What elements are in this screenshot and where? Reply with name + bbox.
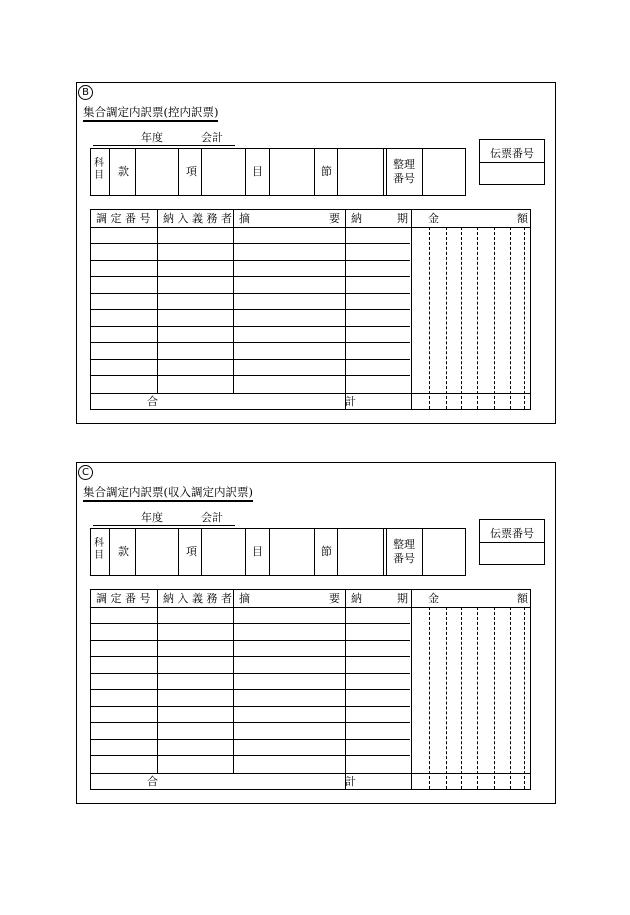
kou-label: 項	[186, 165, 197, 178]
year-label: 年度	[141, 131, 163, 144]
column-header-tekiyo-left: 摘	[239, 592, 250, 605]
column-header-noki-left: 納	[351, 212, 362, 225]
setsu-label: 節	[321, 545, 332, 558]
kamoku-label: 科目	[94, 538, 104, 561]
column-header-chotei-bangou: 調 定 番 号	[96, 212, 151, 225]
year-account-line	[93, 131, 235, 146]
kamoku-label: 科目	[94, 158, 104, 181]
column-header-kingaku-right: 額	[517, 592, 528, 605]
column-header-kingaku-left: 金	[428, 592, 439, 605]
setsu-label: 節	[321, 165, 332, 178]
slip-number-label: 伝票番号	[490, 527, 534, 540]
column-header-tekiyo-left: 摘	[239, 212, 250, 225]
total-label-right: 計	[345, 775, 356, 788]
total-label-right: 計	[345, 395, 356, 408]
form-c	[76, 462, 556, 804]
kou-label: 項	[186, 545, 197, 558]
column-header-kingaku-right: 額	[517, 212, 528, 225]
account-label: 会計	[201, 511, 223, 524]
form-title: 集合調定内訳票(控内訳票)	[83, 105, 218, 122]
column-header-tekiyo-right: 要	[329, 592, 340, 605]
year-account-line	[93, 511, 235, 526]
form-b	[76, 82, 556, 424]
column-header-chotei-bangou: 調 定 番 号	[96, 592, 151, 605]
form-title: 集合調定内訳票(収入調定内訳票)	[83, 485, 253, 502]
detail-table	[90, 209, 531, 410]
detail-table	[90, 589, 531, 790]
account-header-box	[90, 148, 466, 196]
form-mark: B	[78, 85, 93, 100]
column-header-noki-right: 期	[397, 212, 408, 225]
account-header-box	[90, 528, 466, 576]
moku-label: 目	[252, 545, 263, 558]
slip-number-box	[479, 519, 545, 565]
year-label: 年度	[141, 511, 163, 524]
moku-label: 目	[252, 165, 263, 178]
total-label-left: 合	[147, 395, 158, 408]
column-header-noki-right: 期	[397, 592, 408, 605]
seiri-bangou-label: 整理番号	[393, 158, 415, 185]
slip-number-box	[479, 139, 545, 185]
account-label: 会計	[201, 131, 223, 144]
column-header-kingaku-left: 金	[428, 212, 439, 225]
column-header-noki-left: 納	[351, 592, 362, 605]
column-header-tekiyo-right: 要	[329, 212, 340, 225]
column-header-nonyu-gimusha: 納 入 義 務 者	[163, 592, 232, 605]
kan-label: 款	[118, 165, 129, 178]
form-mark: C	[78, 465, 93, 480]
kan-label: 款	[118, 545, 129, 558]
seiri-bangou-label: 整理番号	[393, 538, 415, 565]
column-header-nonyu-gimusha: 納 入 義 務 者	[163, 212, 232, 225]
total-label-left: 合	[147, 775, 158, 788]
slip-number-label: 伝票番号	[490, 147, 534, 160]
